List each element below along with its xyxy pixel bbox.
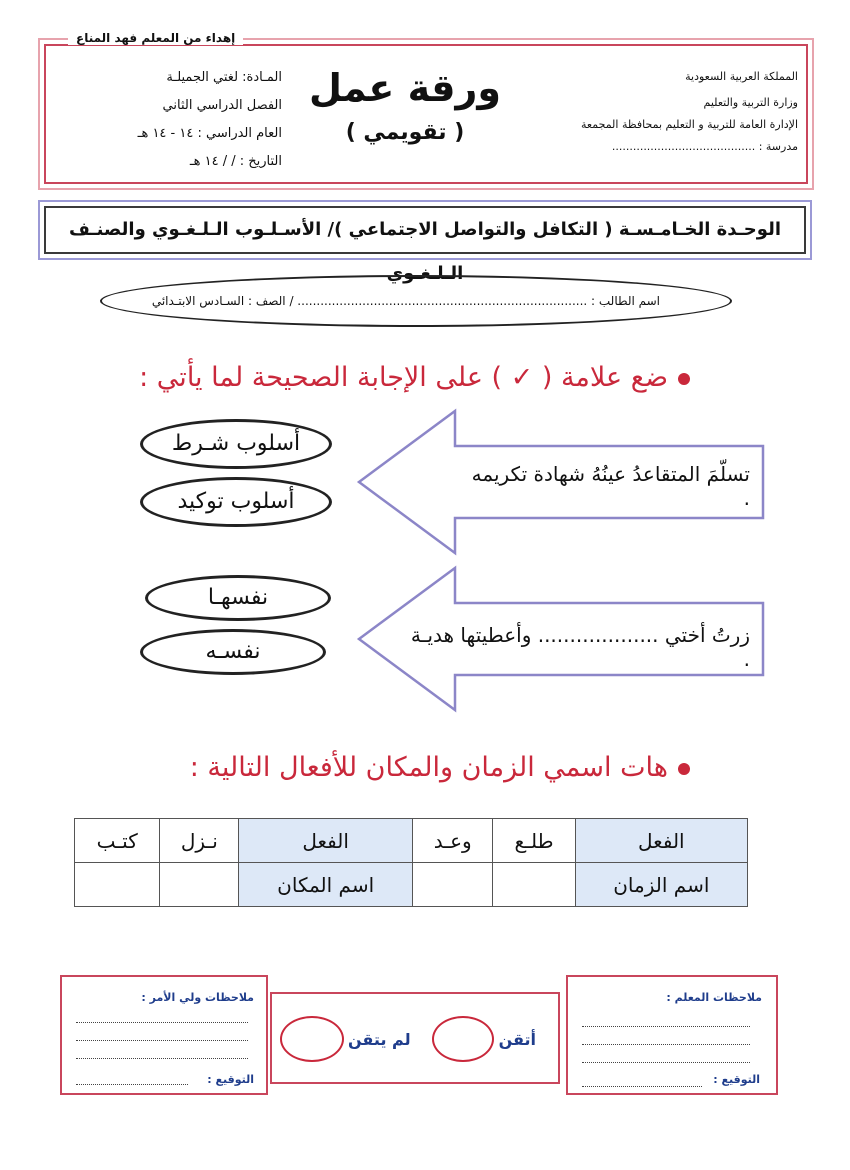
table-cell: الفعل bbox=[575, 819, 747, 863]
question2-heading-text: هات اسمي الزمان والمكان للأفعال التالية : bbox=[189, 752, 668, 783]
notes-line[interactable] bbox=[76, 1039, 248, 1041]
unit-title: الوحـدة الخـامـسـة ( التكافل والتواصل الاجتماعي )/ الأسـلـوب الـلـغـوي والصنـف الـلـغـوي bbox=[44, 206, 806, 254]
date-label: التاريخ : / / ١٤ هـ bbox=[189, 154, 282, 169]
table-cell: الفعل bbox=[239, 819, 413, 863]
table-row bbox=[75, 819, 748, 863]
option-2b[interactable]: نفسـه bbox=[140, 629, 326, 675]
notes-line[interactable] bbox=[582, 1061, 750, 1063]
sentence-1: تسلّمَ المتقاعدُ عينُهُ شهادة تكريمه . bbox=[471, 462, 750, 510]
verbs-table bbox=[74, 818, 748, 907]
option-2a[interactable]: نفسهـا bbox=[145, 575, 331, 621]
answer-cell[interactable] bbox=[160, 863, 239, 907]
table-cell: نـزل bbox=[160, 819, 239, 863]
mastered-label: أتقن bbox=[498, 1030, 536, 1049]
not-mastered-label: لم يتقن bbox=[348, 1030, 411, 1049]
option-1b[interactable]: أسلوب توكيد bbox=[140, 477, 332, 527]
parent-signature-label: التوقيع : bbox=[207, 1073, 254, 1086]
not-mastered-circle[interactable] bbox=[280, 1016, 344, 1062]
answer-cell[interactable] bbox=[75, 863, 160, 907]
signature-line[interactable] bbox=[76, 1083, 188, 1085]
school-field: مدرسة : ......................................... bbox=[611, 140, 798, 153]
ministry-label: وزارة التربية والتعليم bbox=[703, 96, 798, 109]
dedication-text: إهداء من المعلم فهد المناع bbox=[68, 31, 243, 45]
notes-line[interactable] bbox=[582, 1043, 750, 1045]
page-title: ورقة عمل bbox=[308, 66, 501, 110]
question2-heading bbox=[90, 752, 690, 783]
mastered-circle[interactable] bbox=[432, 1016, 494, 1062]
option-1a[interactable]: أسلوب شـرط bbox=[140, 419, 332, 469]
question1-heading bbox=[90, 362, 690, 393]
year-label: العام الدراسي : ١٤ - ١٤ هـ bbox=[137, 126, 282, 141]
bullet-icon bbox=[678, 763, 690, 775]
signature-line[interactable] bbox=[582, 1085, 702, 1087]
header-institution bbox=[518, 64, 798, 160]
student-info-field[interactable]: اسم الطالب : ............................................................................ / الصف : السـادس الابتـدائي bbox=[100, 275, 732, 327]
header-course-info bbox=[72, 64, 282, 176]
table-cell: وعـد bbox=[413, 819, 493, 863]
teacher-signature-label: التوقيع : bbox=[713, 1073, 760, 1086]
question1-heading-text: ضع علامة ( ✓ ) على الإجابة الصحيحة لما يأتي : bbox=[139, 362, 668, 393]
notes-line[interactable] bbox=[76, 1057, 248, 1059]
parent-notes-box bbox=[60, 975, 268, 1095]
table-cell: كتـب bbox=[75, 819, 160, 863]
teacher-notes-box bbox=[566, 975, 778, 1095]
table-cell: اسم المكان bbox=[239, 863, 413, 907]
answer-cell[interactable] bbox=[413, 863, 493, 907]
directorate-label: الإدارة العامة للتربية و التعليم بمحافظة المجمعة bbox=[581, 118, 798, 131]
answer-cell[interactable] bbox=[493, 863, 575, 907]
notes-line[interactable] bbox=[582, 1025, 750, 1027]
bullet-icon bbox=[678, 373, 690, 385]
page-subtitle: ( تقويمي ) bbox=[345, 120, 465, 145]
mastery-box bbox=[270, 992, 560, 1084]
table-cell: طلـع bbox=[493, 819, 575, 863]
table-cell: اسم الزمان bbox=[575, 863, 747, 907]
semester-label: الفصل الدراسي الثاني bbox=[162, 98, 282, 113]
teacher-notes-label: ملاحظات المعلم : bbox=[666, 991, 762, 1004]
subject-label: المـادة: لغتي الجميلـة bbox=[166, 70, 282, 85]
notes-line[interactable] bbox=[76, 1021, 248, 1023]
parent-notes-label: ملاحظات ولي الأمر : bbox=[141, 991, 254, 1004]
kingdom-label: المملكة العربية السعودية bbox=[685, 70, 798, 83]
sentence-2: زرتُ أختي ................... وأعطيتها هديـة . bbox=[410, 623, 750, 671]
table-row bbox=[75, 863, 748, 907]
